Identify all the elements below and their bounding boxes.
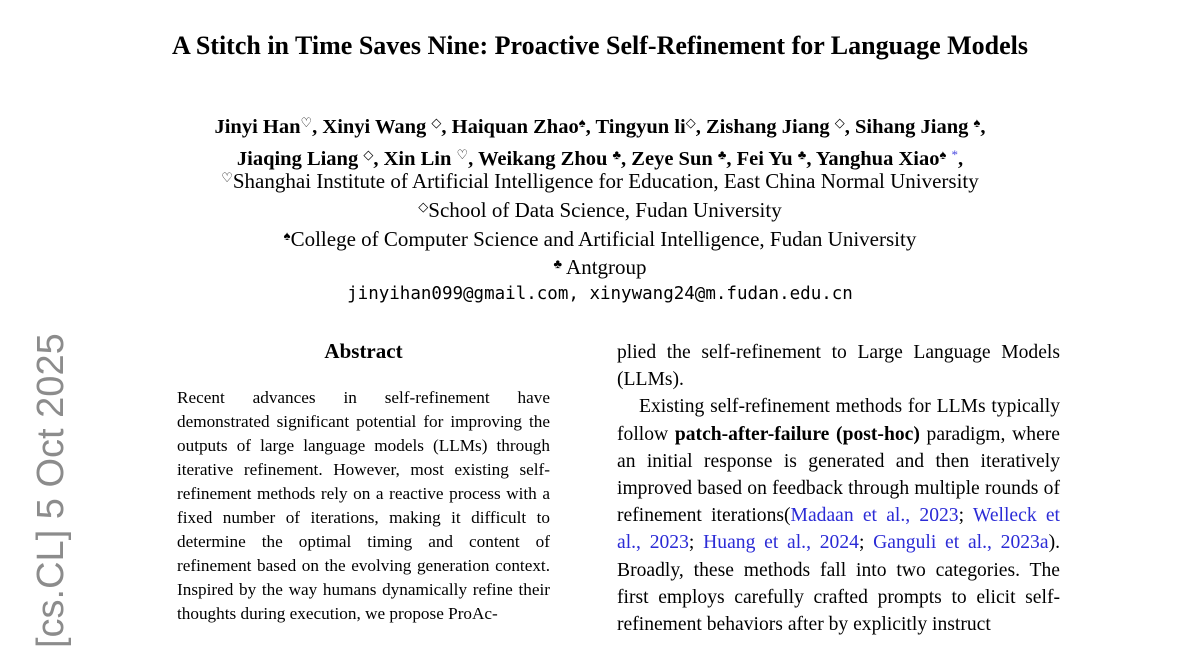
contact-emails: jinyihan099@gmail.com, xinywang24@m.fudan.edu.cn <box>347 284 853 304</box>
citation-link[interactable]: Welleck et al., 2023 <box>617 505 1060 554</box>
emphasis: patch-after-failure (post-hoc) <box>674 423 920 445</box>
author: Haiquan Zhao♠, <box>451 115 596 138</box>
author: Yanghua Xiao♠ *, <box>815 147 964 170</box>
citation-link[interactable]: Madaan et al., 2023 <box>790 505 959 527</box>
author: Zeye Sun ♣, <box>631 147 737 170</box>
author: Zishang Jiang ◇, <box>705 115 855 138</box>
abstract-body: Recent advances in self-refinement have demonstrated significant potential for improving the outputs of large language models (LLMs) through iterative refinement. However, most existing self-refinement methods rely on a reactive process with a fixed number of iterations, making it difficult to determine the optimal timing and content of refinement based on the evolving generation context. Inspired by the way humans dynamically refine their thoughts during execution, we propose ProAc- <box>177 388 550 623</box>
author: Jinyi Han♡, <box>214 115 323 138</box>
paragraph: plied the self-refinement to Large Language Models (LLMs). <box>617 342 1060 391</box>
arxiv-side-stamp: [cs.CL] 5 Oct 2025 <box>30 333 72 648</box>
author: Xinyi Wang ◇, <box>322 115 452 138</box>
citation-link[interactable]: Ganguli et al., 2023a <box>873 532 1049 554</box>
intro-column <box>617 339 1060 638</box>
author: Sihang Jiang ♠, <box>854 115 986 138</box>
author: Jiaqing Liang ◇, <box>236 147 384 170</box>
paragraph: Existing self-refinement methods for LLMs typically follow patch-after-failure (post-hoc) paradigm, where an initial response is generated and then iteratively improved based on feedback through multiple rounds of refinement iterations(Madaan et al., 2023; Welleck et al., 2023; Huang et al., 2024; Ganguli et al., 2023a). Broadly, these methods fall into two categories. The first employs carefully crafted prompts to elicit self-refinement behaviors after by explicitly instruct <box>617 396 1060 636</box>
corresponding-author-link[interactable]: * <box>951 147 958 162</box>
affiliation-ecnu: ♡Shanghai Institute of Artificial Intelligence for Education, East China Normal University <box>221 169 979 193</box>
affiliation-fudan-cs: ♠College of Computer Science and Artificial Intelligence, Fudan University <box>283 227 917 251</box>
author: Fei Yu ♣, <box>736 147 816 170</box>
affiliation-fudan-data-science: ◇School of Data Science, Fudan University <box>418 198 782 222</box>
paper-title: A Stitch in Time Saves Nine: Proactive Self-Refinement for Language Models <box>171 31 1028 60</box>
affiliation-antgroup: ♣ Antgroup <box>553 255 647 279</box>
author: Tingyun li◇, <box>595 115 706 138</box>
author: Weikang Zhou ♣, <box>478 147 632 170</box>
author: Xin Lin ♡, <box>383 147 479 170</box>
abstract-heading: Abstract <box>324 339 403 363</box>
citation-link[interactable]: Huang et al., 2024 <box>703 532 859 554</box>
